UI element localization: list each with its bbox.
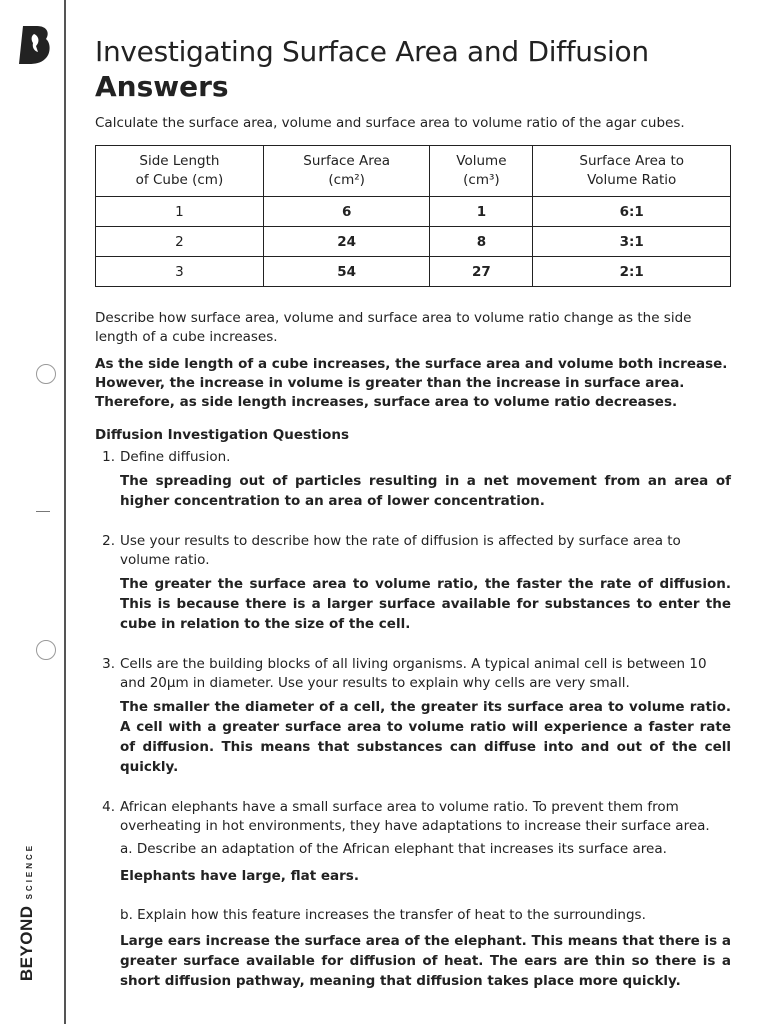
- page-title: Investigating Surface Area and Diffusion: [95, 35, 649, 68]
- section-title: Diffusion Investigation Questions: [95, 427, 350, 443]
- question-number: 3.: [102, 656, 115, 672]
- table-cell: 6:1: [533, 197, 731, 227]
- question-number: 2.: [102, 533, 115, 549]
- question-1: [95, 448, 731, 511]
- table-cell: 2:1: [533, 257, 731, 287]
- beyond-logo-icon: [17, 24, 51, 66]
- question-4b-prompt: b. Explain how this feature increases the transfer of heat to the surroundings.: [120, 907, 646, 923]
- question-number: 4.: [102, 799, 115, 815]
- answer-text: The greater the surface area to volume ratio, the faster the rate of diffusion. This is because there is a larger surface available for substances to enter the cube in relation to the size of the cell.: [120, 576, 731, 632]
- table-row: [96, 197, 731, 227]
- table-cell: 3:1: [533, 227, 731, 257]
- answer-text: The smaller the diameter of a cell, the greater its surface area to volume ratio. A cell with a greater surface area to volume ratio will experience a faster rate of diffusion. This means that substances can diffuse into and out of the cell quickly.: [120, 699, 731, 775]
- table-row: [96, 227, 731, 257]
- brand-sub: SCIENCE: [25, 842, 35, 900]
- table-cell: 1: [96, 197, 264, 227]
- table-cell: 8: [430, 227, 533, 257]
- table-cell: 3: [96, 257, 264, 287]
- header-volume: Volume (cm³): [430, 146, 533, 197]
- table-header-row: [96, 146, 731, 197]
- question-4: [95, 798, 731, 991]
- answer-4a: Elephants have large, flat ears.: [120, 868, 359, 884]
- question-text: Cells are the building blocks of all living organisms. A typical animal cell is between 10 and 20μm in diameter. Use your results to explain why cells are very small.: [120, 656, 707, 691]
- binder-hole: [36, 640, 56, 660]
- header-surface-area: Surface Area (cm²): [263, 146, 430, 197]
- results-table: [95, 145, 731, 287]
- worksheet: [95, 34, 731, 991]
- table-cell: 24: [263, 227, 430, 257]
- margin-line: [64, 0, 66, 1024]
- question-text: Use your results to describe how the rate of diffusion is affected by surface area to volume ratio.: [120, 533, 681, 568]
- page-subtitle: Answers: [95, 70, 229, 103]
- answer-4b: Large ears increase the surface area of the elephant. This means that there is a greater surface available for diffusion of heat. The ears are thin so there is a short diffusion pathway, meaning that diffusion takes place more quickly.: [120, 933, 731, 989]
- question-text: Define diffusion.: [120, 449, 231, 465]
- table-cell: 54: [263, 257, 430, 287]
- fold-mark: [36, 511, 50, 512]
- table-cell: 2: [96, 227, 264, 257]
- table-cell: 1: [430, 197, 533, 227]
- question-4a-prompt: a. Describe an adaptation of the African elephant that increases its surface area.: [120, 841, 667, 857]
- question-3: [95, 655, 731, 777]
- question-2: [95, 532, 731, 634]
- brand-word: BEYOND: [17, 905, 37, 982]
- answer-text: The spreading out of particles resulting in a net movement from an area of higher concentration to an area of lower concentration.: [120, 473, 731, 509]
- describe-answer: As the side length of a cube increases, the surface area and volume both increase. However, the increase in volume is greater than the increase in surface area. Therefore, as side length increases, surface area to volume ratio decreases.: [95, 356, 728, 410]
- table-cell: 27: [430, 257, 533, 287]
- header-side-length: Side Length of Cube (cm): [96, 146, 264, 197]
- binder-hole: [36, 364, 56, 384]
- intro-text: Calculate the surface area, volume and surface area to volume ratio of the agar cubes.: [95, 115, 685, 131]
- brand-vertical: [17, 843, 37, 981]
- question-text: African elephants have a small surface area to volume ratio. To prevent them from overheating in hot environments, they have adaptations to increase their surface area.: [120, 799, 710, 834]
- question-number: 1.: [102, 449, 115, 465]
- table-row: [96, 257, 731, 287]
- table-cell: 6: [263, 197, 430, 227]
- header-ratio: Surface Area to Volume Ratio: [533, 146, 731, 197]
- describe-prompt: Describe how surface area, volume and surface area to volume ratio change as the side length of a cube increases.: [95, 310, 692, 345]
